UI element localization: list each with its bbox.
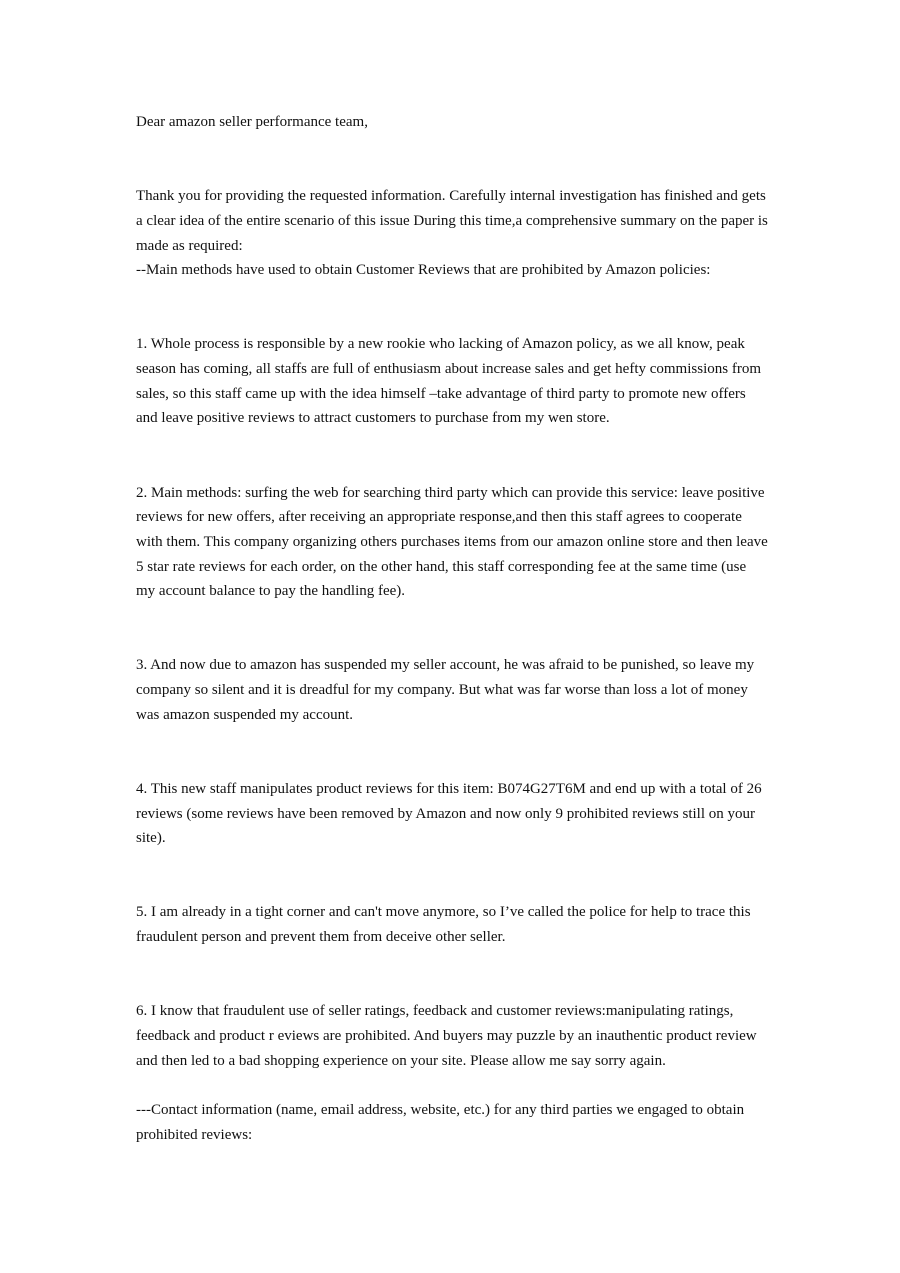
spacer — [136, 604, 768, 653]
salutation: Dear amazon seller performance team, — [136, 114, 368, 130]
methods-heading: --Main methods have used to obtain Customer Reviews that are prohibited by Amazon policies: — [136, 262, 711, 279]
letter-body — [136, 110, 768, 1147]
intro-paragraph: Thank you for providing the requested information. Carefully internal investigation has finished and gets a clear idea of the entire scenario of this issue During this time,a comprehensive summary on the paper is made as required: — [136, 188, 768, 254]
point-2: 2. Main methods: surfing the web for searching third party which can provide this service: leave positive reviews for new offers, after receiving an appropriate response,and then this staff agrees to cooperate with them. This company organizing others purchases items from our amazon online store and then leave 5 star rate reviews for each order, on the other hand, this staff corresponding fee at the same time (use my account balance to pay the handling fee). — [136, 484, 768, 600]
spacer — [136, 950, 768, 999]
spacer — [136, 283, 768, 332]
point-4: 4. This new staff manipulates product reviews for this item: B074G27T6M and end up with a total of 26 reviews (some reviews have been removed by Amazon and now only 9 prohibited reviews still on your site). — [136, 780, 762, 847]
spacer — [136, 851, 768, 900]
spacer — [136, 1073, 768, 1098]
contact-heading: ---Contact information (name, email address, website, etc.) for any third parties we engaged to obtain prohibited reviews: — [136, 1102, 745, 1143]
point-3: 3. And now due to amazon has suspended my seller account, he was afraid to be punished, so leave my company so silent and it is dreadful for my company. But what was far worse than loss a lot of money was amazon suspended my account. — [136, 657, 755, 723]
spacer — [136, 431, 768, 480]
spacer — [136, 135, 768, 184]
point-5: 5. I am already in a tight corner and can't move anymore, so I’ve called the police for help to trace this fraudulent person and prevent them from deceive other seller. — [136, 904, 751, 946]
spacer — [136, 728, 768, 777]
point-6: 6. I know that fraudulent use of seller ratings, feedback and customer reviews:manipulating ratings, feedback and product r eviews are prohibited. And buyers may puzzle by an inauthentic product review and then led to a bad shopping experience on your site. Please allow me say sorry again. — [136, 1003, 757, 1069]
point-1: 1. Whole process is responsible by a new rookie who lacking of Amazon policy, as we all know, peak season has coming, all staffs are full of enthusiasm about increase sales and get hefty commissions from sales, so this staff came up with the idea himself –take advantage of third party to promote new offers and leave positive reviews to attract customers to purchase from my wen store. — [136, 336, 761, 427]
